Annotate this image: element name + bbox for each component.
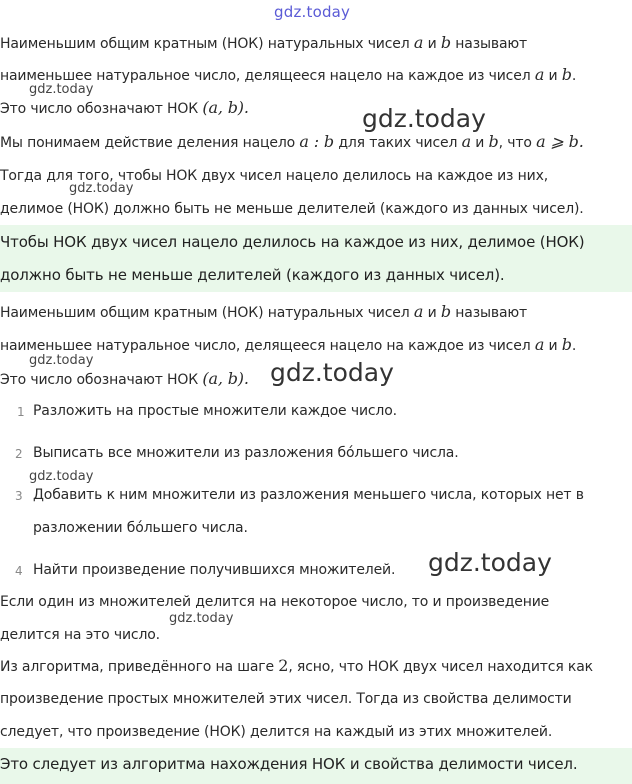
- site-logo[interactable]: gdz.today: [274, 3, 351, 21]
- explanation-text: , что: [498, 135, 532, 151]
- definition-text: Это число обозначают НОК: [0, 372, 199, 388]
- var-b: b: [488, 132, 499, 151]
- conjunction: и: [427, 36, 437, 52]
- var-b: b: [561, 335, 572, 354]
- definition-line-2: наименьшее натуральное число, делящееся нацело на каждое из чисел a и b.: [0, 65, 577, 84]
- definition-text: наименьшее натуральное число, делящееся нацело на каждое из чисел: [0, 68, 531, 84]
- note-line-1: Это следует из алгоритма нахождения НОК и свойства делимости чисел.: [0, 755, 578, 773]
- conjunction: и: [475, 135, 485, 151]
- inequality: a ⩾ b.: [536, 132, 584, 151]
- definition-text: называют: [455, 305, 528, 321]
- explanation-text: Мы понимаем действие деления нацело: [0, 135, 296, 151]
- watermark-big: gdz.today: [270, 358, 394, 387]
- var-a: a: [534, 335, 545, 354]
- explanation-text: для таких чисел: [338, 135, 458, 151]
- conclusion-text: Из алгоритма, приведённого на шаге: [0, 659, 274, 675]
- watermark-small: gdz.today: [29, 469, 94, 484]
- highlight-note: [0, 748, 632, 784]
- watermark-small: gdz.today: [69, 181, 134, 196]
- var-b: b: [440, 302, 451, 321]
- var-b: b: [561, 65, 572, 84]
- definition-text: наименьшее натуральное число, делящееся нацело на каждое из чисел: [0, 338, 531, 354]
- watermark-big: gdz.today: [428, 548, 552, 577]
- step-number: 2: [15, 447, 23, 461]
- step-text: Разложить на простые множители каждое число.: [33, 403, 397, 419]
- conclusion-text: , ясно, что НОК двух чисел находится как: [288, 659, 593, 675]
- step-text: Найти произведение получившихся множителей.: [33, 562, 396, 578]
- highlight-note: [0, 225, 632, 292]
- var-a: a: [461, 132, 471, 151]
- conjunction: и: [548, 68, 558, 84]
- watermark-big: gdz.today: [362, 104, 486, 133]
- conjunction: и: [427, 305, 437, 321]
- step-reference: 2: [278, 656, 289, 675]
- definition2-line-2: наименьшее натуральное число, делящееся нацело на каждое из чисел a и b.: [0, 335, 577, 354]
- step-text: Выписать все множители из разложения бóльшего числа.: [33, 445, 459, 461]
- step-text: Добавить к ним множители из разложения меньшего числа, которых нет в: [33, 487, 584, 503]
- definition-line-1: [0, 33, 527, 54]
- var-a: a: [534, 65, 545, 84]
- explanation-line-1: [0, 132, 584, 153]
- watermark-small: gdz.today: [29, 82, 94, 97]
- note-line-2: должно быть не меньше делителей (каждого из данных чисел).: [0, 266, 505, 284]
- definition2-line-1: [0, 302, 527, 323]
- step-number: 4: [15, 564, 23, 578]
- nok-notation: (a, b).: [202, 98, 249, 117]
- definition-text: Это число обозначают НОК: [0, 101, 199, 117]
- definition-text: Наименьшим общим кратным (НОК) натуральных чисел: [0, 36, 410, 52]
- conclusion-line-1: [0, 656, 593, 677]
- var-a: a: [413, 33, 424, 52]
- divisibility-line-2: делится на это число.: [0, 627, 160, 643]
- watermark-small: gdz.today: [169, 611, 234, 626]
- step-text-continued: разложении бóльшего числа.: [33, 520, 248, 536]
- step-number: 3: [15, 489, 23, 503]
- division-expression: a : b: [299, 132, 335, 151]
- explanation-line-2: Тогда для того, чтобы НОК двух чисел нацело делилось на каждое из них,: [0, 168, 549, 184]
- conjunction: и: [548, 338, 558, 354]
- var-b: b: [440, 33, 451, 52]
- conclusion-line-3: следует, что произведение (НОК) делится на каждый из этих множителей.: [0, 724, 553, 740]
- definition-text: Наименьшим общим кратным (НОК) натуральных чисел: [0, 305, 410, 321]
- step-number: 1: [17, 405, 25, 419]
- definition-line-3: [0, 98, 249, 119]
- explanation-line-3: делимое (НОК) должно быть не меньше делителей (каждого из данных чисел).: [0, 201, 584, 217]
- divisibility-line-1: Если один из множителей делится на некоторое число, то и произведение: [0, 594, 550, 610]
- conclusion-line-2: произведение простых множителей этих чисел. Тогда из свойства делимости: [0, 691, 572, 707]
- definition-text: называют: [455, 36, 528, 52]
- nok-notation: (a, b).: [202, 369, 249, 388]
- var-a: a: [413, 302, 424, 321]
- definition2-line-3: [0, 369, 249, 390]
- note-line-1: Чтобы НОК двух чисел нацело делилось на каждое из них, делимое (НОК): [0, 233, 585, 251]
- watermark-small: gdz.today: [29, 353, 94, 368]
